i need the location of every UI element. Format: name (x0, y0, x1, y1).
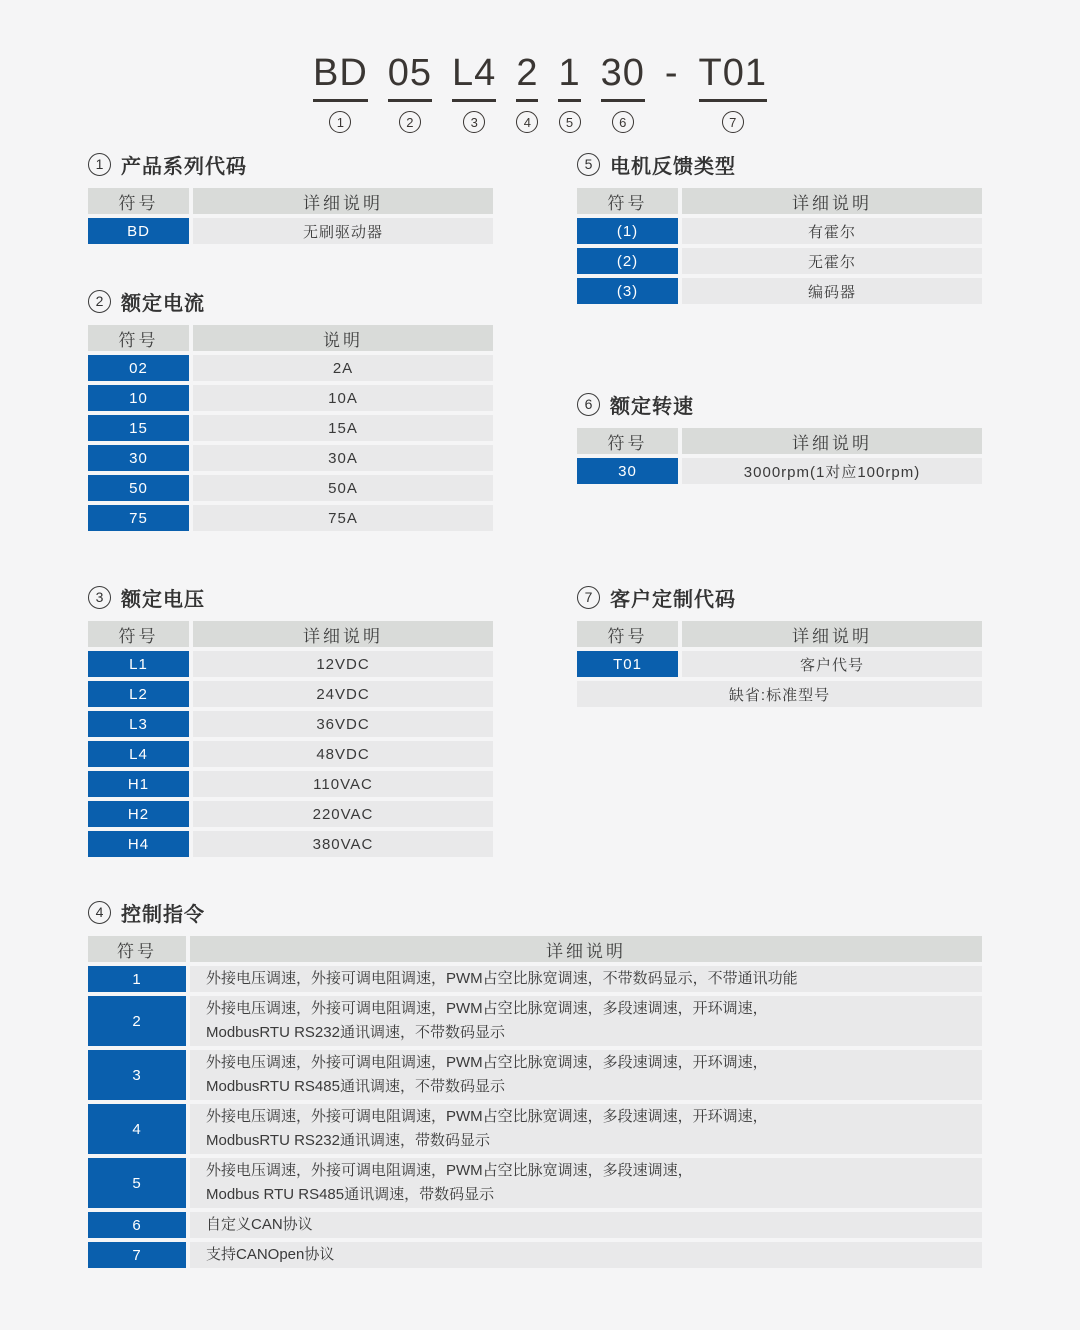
model-segment-code: 30 (600, 52, 645, 94)
symbol-cell: L4 (88, 741, 189, 767)
section-number-badge: 4 (88, 901, 111, 924)
description-cell (682, 458, 982, 484)
symbol-cell: H4 (88, 831, 189, 857)
table-row (88, 651, 493, 677)
description-cell (190, 1050, 982, 1100)
model-segment-code: L4 (452, 52, 497, 94)
description-line: 30A (328, 449, 358, 467)
symbol-cell: 3 (88, 1050, 186, 1100)
table-row (88, 218, 493, 244)
section-rated-speed (577, 390, 982, 484)
model-segment-number-badge: 7 (722, 111, 744, 133)
symbol-column-header: 符号 (577, 621, 678, 647)
model-segment-number-badge: 4 (516, 111, 538, 133)
description-column-header: 详细说明 (190, 936, 982, 962)
model-segment (599, 52, 647, 133)
table-row (577, 458, 982, 484)
table-row (88, 505, 493, 531)
symbol-cell: 50 (88, 475, 189, 501)
description-cell (193, 505, 493, 531)
model-segment-code: 05 (387, 52, 433, 94)
section-number-badge: 5 (577, 153, 600, 176)
section-table (88, 188, 493, 244)
description-column-header: 详细说明 (682, 188, 982, 214)
description-column-header: 详细说明 (682, 428, 982, 454)
model-segment-code: BD (312, 52, 368, 94)
description-line: 有霍尔 (807, 223, 856, 241)
section-title (88, 583, 493, 611)
description-line: 220VAC (312, 805, 374, 823)
description-line: 15A (328, 419, 358, 437)
table-row (88, 741, 493, 767)
description-line: 380VAC (312, 835, 374, 853)
table-footer-row (577, 681, 982, 707)
description-line: 外接电压调速，外接可调电阻调速，PWM占空比脉宽调速，多段速调速，开环调速， (206, 1000, 768, 1017)
table-header-row (88, 621, 493, 647)
section-title (88, 898, 982, 926)
table-row (88, 1104, 982, 1154)
model-segment-underline (452, 99, 496, 102)
description-column-header: 详细说明 (682, 621, 982, 647)
description-line: ModbusRTU RS232通讯调速，不带数码显示 (206, 1024, 505, 1041)
symbol-column-header: 符号 (577, 188, 678, 214)
table-header-row (577, 188, 982, 214)
symbol-cell: (1) (577, 218, 678, 244)
description-cell (193, 831, 493, 857)
description-column-header: 说明 (193, 325, 493, 351)
description-line: 外接电压调速，外接可调电阻调速，PWM占空比脉宽调速，多段速调速， (206, 1162, 693, 1179)
symbol-cell: 10 (88, 385, 189, 411)
description-cell (193, 355, 493, 381)
model-number (0, 52, 1080, 133)
symbol-cell: 4 (88, 1104, 186, 1154)
description-line: 外接电压调速，外接可调电阻调速，PWM占空比脉宽调速，多段速调速，开环调速， (206, 1108, 768, 1125)
model-segment-underline (313, 99, 368, 102)
description-line: 支持CANOpen协议 (206, 1246, 335, 1263)
description-cell (190, 1158, 982, 1208)
description-cell (193, 385, 493, 411)
description-cell (190, 966, 982, 992)
description-line: Modbus RTU RS485通讯调速，带数码显示 (206, 1186, 495, 1203)
table-row (88, 996, 982, 1046)
model-segment-number-badge: 1 (329, 111, 351, 133)
section-table (88, 621, 493, 857)
description-line: ModbusRTU RS232通讯调速，带数码显示 (206, 1132, 490, 1149)
section-title (88, 150, 493, 178)
table-row (577, 278, 982, 304)
model-segment (697, 52, 769, 133)
description-line: 客户代号 (799, 656, 864, 674)
model-segment-number-badge: 6 (612, 111, 634, 133)
model-segment (514, 52, 540, 133)
symbol-cell: H1 (88, 771, 189, 797)
description-line: 编码器 (807, 283, 856, 301)
table-row (88, 1242, 982, 1268)
symbol-cell: 6 (88, 1212, 186, 1238)
model-segment (311, 52, 370, 133)
description-cell (193, 475, 493, 501)
table-row (88, 475, 493, 501)
symbol-cell: 2 (88, 996, 186, 1046)
description-line: 外接电压调速，外接可调电阻调速，PWM占空比脉宽调速，不带数码显示，不带通讯功能 (206, 970, 798, 987)
model-segment-code: - (664, 52, 679, 94)
description-line: 36VDC (316, 715, 370, 733)
section-product-series-code (88, 150, 493, 244)
description-line: 75A (328, 509, 358, 527)
symbol-cell: L3 (88, 711, 189, 737)
description-cell (190, 1104, 982, 1154)
footer-note-cell: 缺省:标准型号 (577, 681, 982, 707)
model-segment-underline (558, 99, 580, 102)
table-row (88, 801, 493, 827)
model-segment-code: 2 (516, 52, 539, 94)
table-header-row (577, 428, 982, 454)
description-cell (190, 1212, 982, 1238)
symbol-cell: 15 (88, 415, 189, 441)
symbol-cell: 7 (88, 1242, 186, 1268)
section-motor-feedback-type (577, 150, 982, 304)
symbol-cell: L1 (88, 651, 189, 677)
description-line: 2A (332, 359, 354, 377)
table-row (88, 1158, 982, 1208)
section-number-badge: 3 (88, 586, 111, 609)
description-cell (193, 711, 493, 737)
table-header-row (88, 936, 982, 962)
description-cell (193, 741, 493, 767)
description-cell (193, 445, 493, 471)
symbol-cell: (3) (577, 278, 678, 304)
section-table (88, 936, 982, 1268)
description-cell (190, 996, 982, 1046)
section-title-label: 客户定制代码 (610, 588, 736, 611)
description-line: 3000rpm(1对应100rpm) (743, 463, 921, 481)
table-row (577, 218, 982, 244)
section-title-label: 额定转速 (610, 395, 694, 418)
symbol-column-header: 符号 (88, 188, 189, 214)
description-line: 无霍尔 (807, 253, 856, 271)
section-table (577, 428, 982, 484)
table-row (88, 831, 493, 857)
description-cell (193, 218, 493, 244)
symbol-cell: 1 (88, 966, 186, 992)
description-cell (682, 218, 982, 244)
table-row (88, 445, 493, 471)
model-segment-code: 1 (558, 52, 581, 94)
description-line: 自定义CAN协议 (206, 1216, 313, 1233)
symbol-column-header: 符号 (88, 621, 189, 647)
section-title-label: 额定电压 (121, 588, 205, 611)
section-title (88, 287, 493, 315)
table-row (88, 415, 493, 441)
description-line: 110VAC (313, 775, 373, 793)
description-line: 48VDC (316, 745, 370, 763)
description-line: ModbusRTU RS485通讯调速，不带数码显示 (206, 1078, 505, 1095)
section-title-label: 产品系列代码 (121, 155, 247, 178)
symbol-cell: BD (88, 218, 189, 244)
symbol-cell: 30 (88, 445, 189, 471)
model-segment-code: T01 (698, 52, 768, 94)
table-row (88, 966, 982, 992)
model-segment-underline (388, 99, 432, 102)
symbol-cell: 30 (577, 458, 678, 484)
description-line: 12VDC (316, 655, 370, 673)
model-segment-number-badge: 5 (559, 111, 581, 133)
model-segment (386, 52, 434, 133)
model-segment (450, 52, 498, 133)
description-cell (193, 801, 493, 827)
model-segment-underline (601, 99, 645, 102)
section-table (88, 325, 493, 531)
model-segment-underline (516, 99, 538, 102)
description-line: 无刷驱动器 (302, 223, 383, 241)
table-row (577, 248, 982, 274)
description-cell (193, 651, 493, 677)
section-title-label: 控制指令 (121, 903, 205, 926)
table-row (88, 771, 493, 797)
description-line: 10A (328, 389, 358, 407)
symbol-cell: 75 (88, 505, 189, 531)
description-cell (682, 278, 982, 304)
model-separator (663, 52, 681, 94)
table-row (88, 1050, 982, 1100)
table-row (577, 651, 982, 677)
description-line: 50A (328, 479, 358, 497)
description-column-header: 详细说明 (193, 188, 493, 214)
description-line: 外接电压调速，外接可调电阻调速，PWM占空比脉宽调速，多段速调速，开环调速， (206, 1054, 768, 1071)
model-segment-underline (699, 99, 767, 102)
table-header-row (577, 621, 982, 647)
model-segment-number-badge: 2 (399, 111, 421, 133)
description-cell (682, 651, 982, 677)
section-rated-voltage (88, 583, 493, 857)
section-number-badge: 2 (88, 290, 111, 313)
section-customer-custom-code (577, 583, 982, 707)
table-header-row (88, 325, 493, 351)
table-row (88, 1212, 982, 1238)
table-header-row (88, 188, 493, 214)
symbol-cell: 5 (88, 1158, 186, 1208)
symbol-column-header: 符号 (88, 325, 189, 351)
section-title (577, 583, 982, 611)
description-cell (193, 771, 493, 797)
description-cell (193, 681, 493, 707)
section-table (577, 621, 982, 707)
section-number-badge: 1 (88, 153, 111, 176)
table-row (88, 681, 493, 707)
section-rated-current (88, 287, 493, 531)
table-row (88, 355, 493, 381)
description-cell (190, 1242, 982, 1268)
table-row (88, 711, 493, 737)
section-title (577, 390, 982, 418)
section-number-badge: 7 (577, 586, 600, 609)
description-column-header: 详细说明 (193, 621, 493, 647)
section-title-label: 电机反馈类型 (610, 155, 736, 178)
section-control-command (88, 898, 982, 1268)
symbol-column-header: 符号 (577, 428, 678, 454)
symbol-column-header: 符号 (88, 936, 186, 962)
section-title (577, 150, 982, 178)
symbol-cell: L2 (88, 681, 189, 707)
symbol-cell: 02 (88, 355, 189, 381)
description-cell (682, 248, 982, 274)
section-title-label: 额定电流 (121, 292, 205, 315)
section-number-badge: 6 (577, 393, 600, 416)
symbol-cell: (2) (577, 248, 678, 274)
symbol-cell: T01 (577, 651, 678, 677)
model-segment-number-badge: 3 (463, 111, 485, 133)
description-line: 24VDC (316, 685, 370, 703)
model-segment (556, 52, 582, 133)
table-row (88, 385, 493, 411)
symbol-cell: H2 (88, 801, 189, 827)
section-table (577, 188, 982, 304)
description-cell (193, 415, 493, 441)
